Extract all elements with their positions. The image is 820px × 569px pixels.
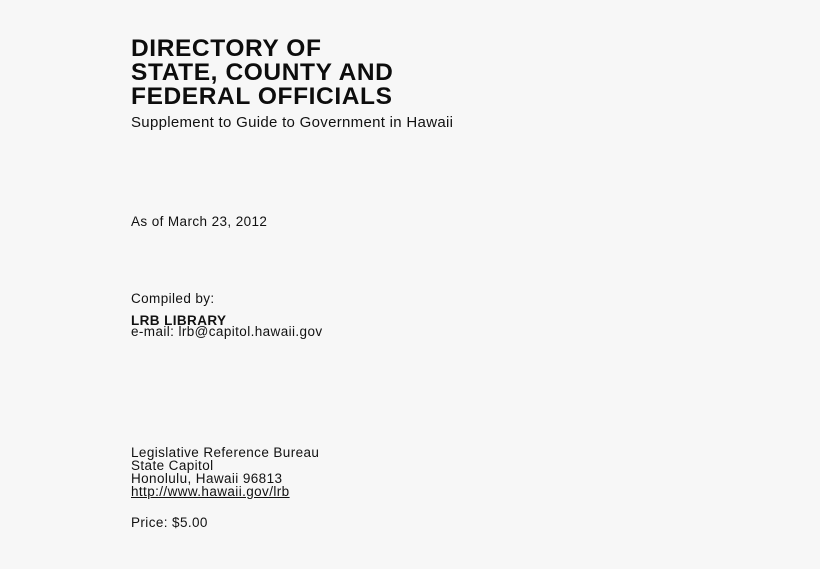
title-line-3: FEDERAL OFFICIALS	[131, 83, 393, 110]
title-line-1: DIRECTORY OF	[131, 35, 322, 62]
address-line-1: Legislative Reference Bureau	[131, 445, 320, 460]
address-line-3: Honolulu, Hawaii 96813	[131, 471, 283, 486]
address-line-2: State Capitol	[131, 458, 214, 473]
address-block	[131, 446, 319, 485]
compiled-by-label: Compiled by:	[131, 291, 215, 306]
as-of-date: As of March 23, 2012	[131, 214, 268, 229]
document-subtitle: Supplement to Guide to Government in Hawaii	[131, 114, 454, 131]
compiler-email: e-mail: lrb@capitol.hawaii.gov	[131, 324, 323, 339]
compiler-name: LRB LIBRARY	[131, 313, 227, 328]
website-link[interactable]: http://www.hawaii.gov/lrb	[131, 484, 290, 499]
title-line-2: STATE, COUNTY AND	[131, 59, 394, 86]
document-title	[131, 37, 393, 109]
price: Price: $5.00	[131, 515, 208, 530]
